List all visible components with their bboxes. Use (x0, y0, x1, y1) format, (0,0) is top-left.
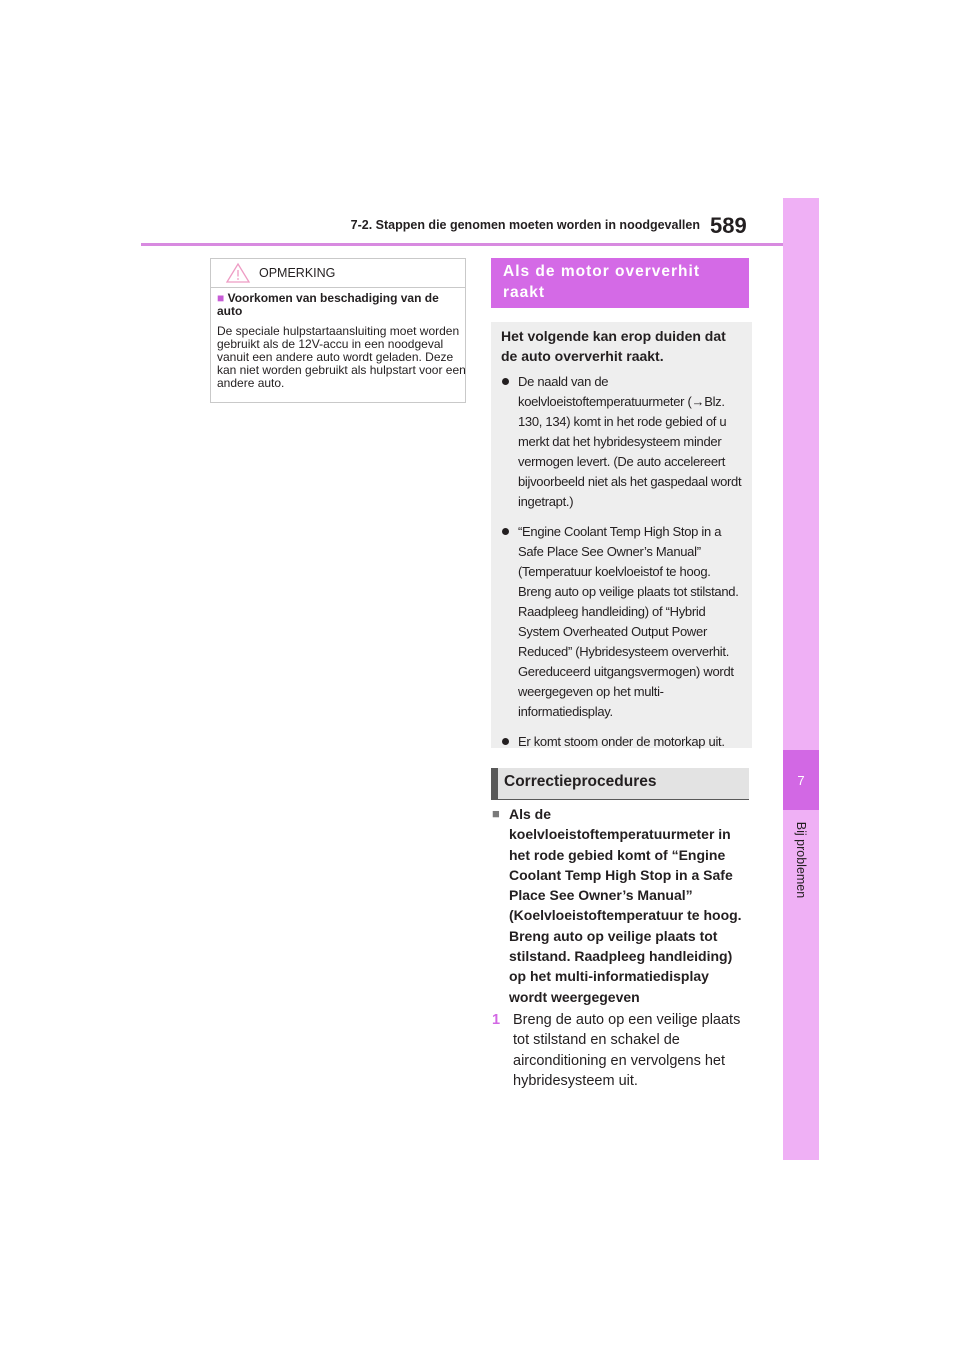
notice-body: De speciale hulpstartaansluiting moet worden gebruikt als de 12V-accu in een noodgeval vanuit een andere auto wordt geladen. Deze kan niet worden gebruikt als hulpstart voor een andere auto. (217, 324, 466, 390)
overheating-signs-title: Het volgende kan erop duiden dat de auto oververhit raakt. (501, 328, 726, 364)
chapter-number: 7 (797, 772, 805, 788)
notice-heading-text: Voorkomen van beschadiging van de auto (217, 291, 439, 318)
notice-heading-marker: ■ (217, 291, 225, 305)
chapter-label: Bij problemen (794, 821, 808, 899)
header-title: 7-2. Stappen die genomen moeten worden in noodgevallen (350, 218, 700, 232)
condition-text: Als de koelvloeistoftemperatuurmeter in het rode gebied komt of “Engine Coolant Temp High Stop in a Safe Place See Owner’s Manual” (Koelvloeistoftemperatuur te hoog. Breng auto op veilige plaats tot stilstand. Raadpleeg handleiding) op het multi-informatiedisplay wordt weergegeven (509, 806, 742, 1005)
notice-label: OPMERKING (259, 266, 336, 280)
chapter-side-tab (783, 198, 819, 1160)
list-item (501, 372, 746, 512)
page-number: 589 (710, 213, 747, 238)
notice-box (210, 258, 466, 403)
list-item-text: De naald van de koelvloeistoftemperatuurmeter (→Blz. 130, 134) komt in het rode gebied of u merkt dat het hybridesysteem minder vermogen levert. (De auto accelereert bijvoorbeeld niet als het gaspedaal wordt ingetrapt.) (518, 374, 742, 509)
procedure-condition (491, 804, 749, 1007)
procedure-step (491, 1010, 749, 1091)
header-divider (141, 243, 783, 246)
list-item (501, 522, 746, 722)
step-text: Breng de auto op een veilige plaats tot stilstand en schakel de airconditioning en vervolgens het hybridesysteem uit. (513, 1012, 741, 1089)
bullet-icon (502, 738, 509, 745)
step-number: 1 (492, 1012, 501, 1028)
overheating-signs-list (501, 372, 746, 762)
procedures-divider (491, 799, 749, 800)
overheating-signs-box (491, 322, 752, 748)
bullet-icon (502, 528, 509, 535)
list-item-text: Er komt stoom onder de motorkap uit. (518, 734, 725, 749)
chapter-number-tab[interactable] (783, 750, 819, 810)
list-item (501, 732, 746, 752)
condition-marker: ■ (492, 806, 500, 821)
notice-divider (211, 287, 465, 288)
warning-triangle-icon (225, 262, 251, 284)
list-item-text: “Engine Coolant Temp High Stop in a Safe Place See Owner’s Manual” (Temperatuur koelvloeistof te hoog. Breng auto op veilige plaats tot stilstand. Raadpleeg handleiding) of “Hybrid System Overheated Output Power Reduced” (Hybridesysteem oververhit. Gereduceerd uitgangsvermogen) wordt weergegeven op het multi-informatiedisplay. (518, 524, 739, 719)
notice-heading (217, 292, 462, 318)
procedures-title: Correctieprocedures (491, 768, 749, 799)
bullet-icon (502, 378, 509, 385)
section-title: Als de motor oververhit raakt (491, 258, 749, 308)
